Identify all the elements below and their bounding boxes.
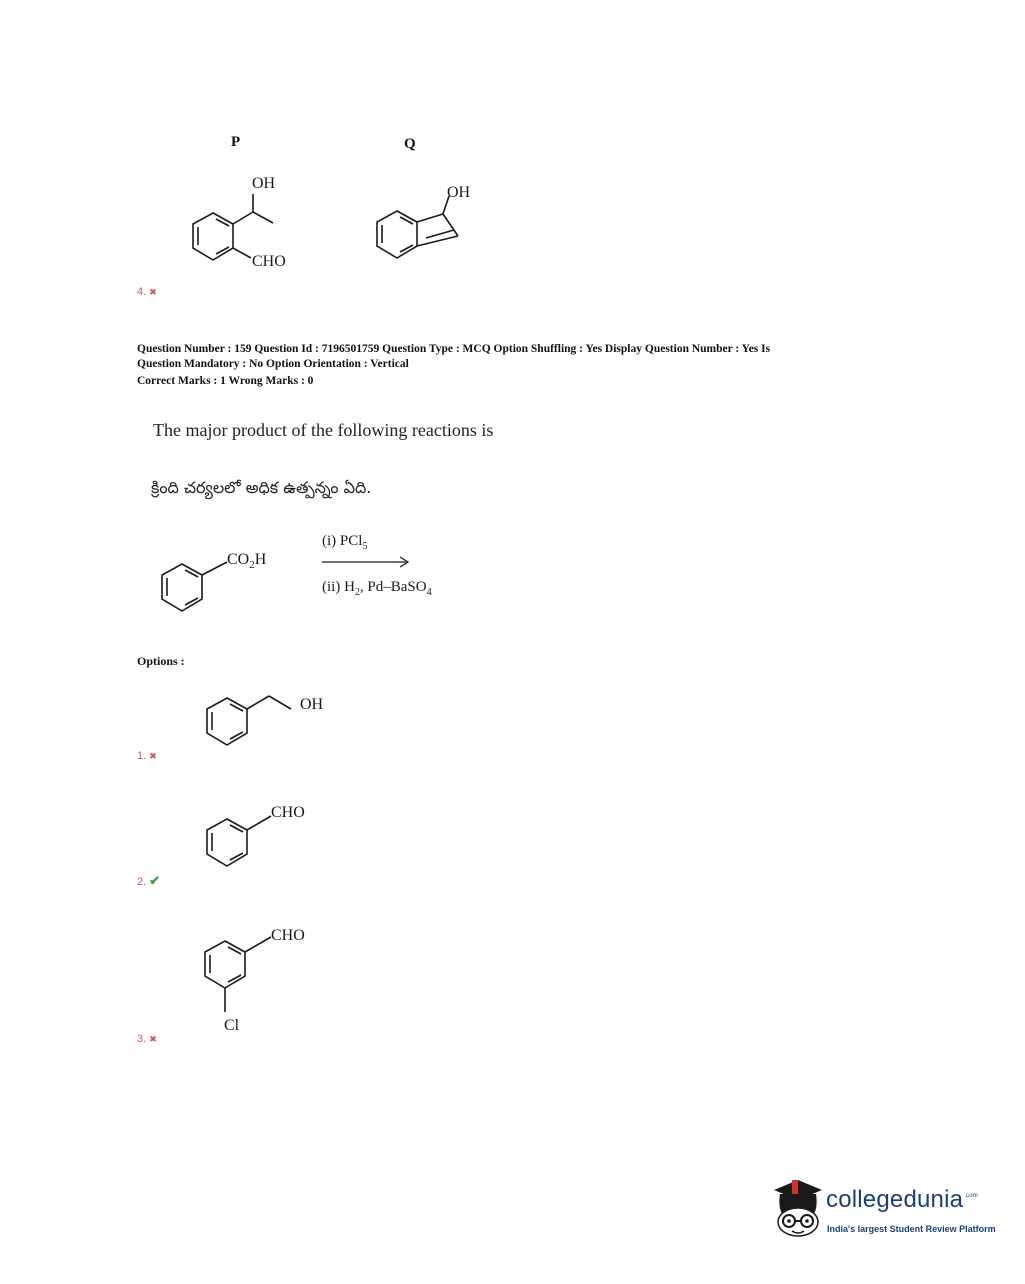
option-number: 2.: [137, 876, 147, 888]
reagent-2: (ii) $H_2$, Pd–BaSO$_4$: [322, 579, 432, 598]
structure-q: [370, 178, 510, 278]
structure-p: [180, 168, 310, 278]
mascot-icon: [768, 1176, 828, 1246]
reactant-structure: [150, 540, 300, 620]
p-cho-text: CHO: [252, 253, 286, 270]
option-1-group: OH: [300, 696, 324, 713]
reagent-1: (i) PCl$_5$: [322, 533, 368, 552]
option-number: 3.: [137, 1033, 147, 1045]
option-2-structure: [195, 800, 345, 870]
reactant-group-text: $CO_2H$: [227, 551, 267, 571]
option-number: 4.: [137, 286, 147, 298]
check-icon: ✔: [149, 873, 161, 888]
meta-line-2: Question Mandatory : No Option Orientation : Vertical: [137, 358, 409, 370]
options-label: Options :: [137, 654, 185, 668]
label-q: Q: [404, 136, 416, 152]
option-1-structure: [195, 690, 345, 750]
option-3-substituent: Cl: [224, 1017, 240, 1034]
wrong-icon: ✖: [149, 1034, 157, 1044]
option-2[interactable]: [137, 873, 160, 889]
p-oh-text: OH: [252, 175, 276, 192]
brand-name: collegedunia$^{.com}$: [826, 1186, 978, 1213]
option-2-group: CHO: [271, 804, 305, 821]
prev-option-4: [137, 286, 157, 298]
label-p: P: [231, 134, 241, 150]
option-3-group: CHO: [271, 927, 305, 944]
reaction-arrow: [320, 528, 470, 598]
brand-tagline: India's largest Student Review Platform: [827, 1224, 996, 1234]
meta-line-3: Correct Marks : 1 Wrong Marks : 0: [137, 375, 314, 387]
meta-line-1: Question Number : 159 Question Id : 7196501759 Question Type : MCQ Option Shuffling : Yes Display Question Number : Yes Is: [137, 343, 771, 355]
option-3-structure: [195, 922, 345, 1037]
wrong-icon: ✖: [149, 751, 157, 761]
q-oh-text: OH: [447, 184, 471, 201]
option-number: 1.: [137, 750, 147, 762]
option-1[interactable]: [137, 750, 157, 762]
option-3[interactable]: [137, 1033, 157, 1045]
collegedunia-logo[interactable]: [768, 1176, 998, 1256]
question-meta: [137, 342, 897, 389]
wrong-icon: ✖: [149, 287, 157, 297]
question-text-telugu: క్రింది చర్యలలో అధిక ఉత్పన్నం ఏది.: [151, 478, 372, 497]
question-text-english: The major product of the following reactions is: [153, 420, 494, 440]
